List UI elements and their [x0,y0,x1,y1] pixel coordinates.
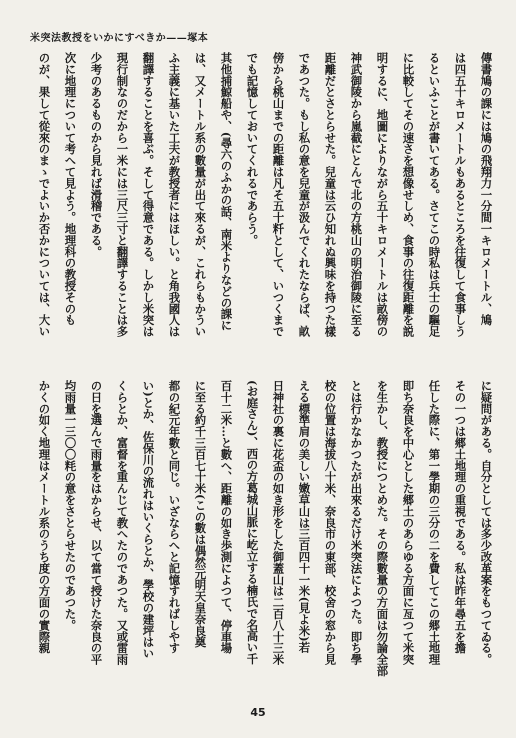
text-line: の日を選んで雨量をはからせ、以て當て授けた奈良の平 [89,380,104,665]
text-line: 均雨量一三〇〇粍の意をさとらせたのであつた。 [63,380,78,631]
text-line: であつた。もし私の意を兒童が汲んでくれたならば、畝 [297,52,312,337]
body-text [28,52,496,692]
text-line: 現行制なのだから一米には三尺三寸と翻譯することは多 [115,52,130,337]
page-number: 45 [250,706,266,719]
text-line: える標準肩の美しい嫩草山は三百四十一米(見よ米)若 [297,380,312,653]
text-line: でも記憶しておいてくれるであらう。 [245,52,260,246]
running-head: 米突法教授をいかにすべきか——塚本 [30,33,209,44]
text-line: 明するに、地圖によりながら五十キロメートルは畝傍の [375,52,390,337]
text-line: ふ主義に基いた工夫が教授者にはほしい。と角我國人は [167,52,182,337]
text-line: を生かし、教授につとめた。その際數量の方面は勿論全部 [375,380,390,677]
text-line: 其他捕鯨船や、(尋六のふかの話、南米よりなどの課に [219,52,234,331]
text-line: に比較してその速さを想像せしめ、食事の往復距離を説 [401,52,416,337]
text-line: 任した際に、第一學期の三分の二を費してこの郷土地理 [427,380,442,665]
text-line: 傍から桃山までの距離は凡そ五十粁として、いつくまで [271,52,286,337]
text-line: (お庭さん)、西の方葛城山脈に屹立する楠氏で名高い千 [245,380,260,665]
text-line: くらとか、富督を重んじて教へたのであつた。又或雷雨 [115,380,130,665]
text-line: 翻譯することを喜ぶ。そして得意である。しかし米突は [141,52,156,337]
text-line: その一つは郷土地理の重視である。私は昨年尋五を擔 [453,380,468,654]
text-line: い)とか、佐保川の流れはいくらとか、學校の建坪はい [141,380,156,659]
text-line: に疑問がある。自分としては多少改革案をもつてゐる。 [479,380,494,665]
text-line: 校の位置は海拔八十米、奈良市の東部、校舍の窓から見 [323,380,338,665]
text-line: とは行かなかつたが出來るだけ米突法によつた。即ち學 [349,380,364,665]
text-line: 百十二米…と數へ、距離の如き歩測によつて、停車場 [219,380,234,654]
text-line: かくの如く地理はメートル系のうち度の方面の實際親 [37,380,52,654]
text-line: 都の紀元年數と同じ。いざならへと記憶すればしやす [167,380,182,654]
text-line: 少考のあるものから見れば滑稽である。 [89,52,104,258]
text-line: は、又メートル系の數量が出て來るが、これらもかうい [193,52,208,337]
text-line: るといふことが書いてある。さてこの時私は兵士の驅足 [427,52,442,337]
text-line: 神武御陵から嵐截にとんで北の方桃山の明治御陵に至る [349,52,364,337]
text-line: 次に地理について考へて見よう。地理科の教授そのも [63,52,78,326]
text-line: 即ち奈良を中心とした郷土のあらゆる方面に亙つて米突 [401,380,416,665]
text-line: は四五十キロメートルもあるところを往復して食事しう [453,52,468,337]
text-line: のが、果して從來のまゝでよいか否かについては、大い [37,52,52,337]
text-line: に至る約千三百七十米(この數は偶然元明天皇奈良奠 [193,380,208,648]
text-line: 日神社の裏に花盃の如き形をした御蓋山は二百八十三米 [271,380,286,665]
text-line: 距離だとさとらせた。兒童は云ひ知れぬ興味を持つた樣 [323,52,338,337]
text-line: 傳書鳩の課には鳩の飛翔力一分間一キロメートル、鳩 [479,52,494,326]
